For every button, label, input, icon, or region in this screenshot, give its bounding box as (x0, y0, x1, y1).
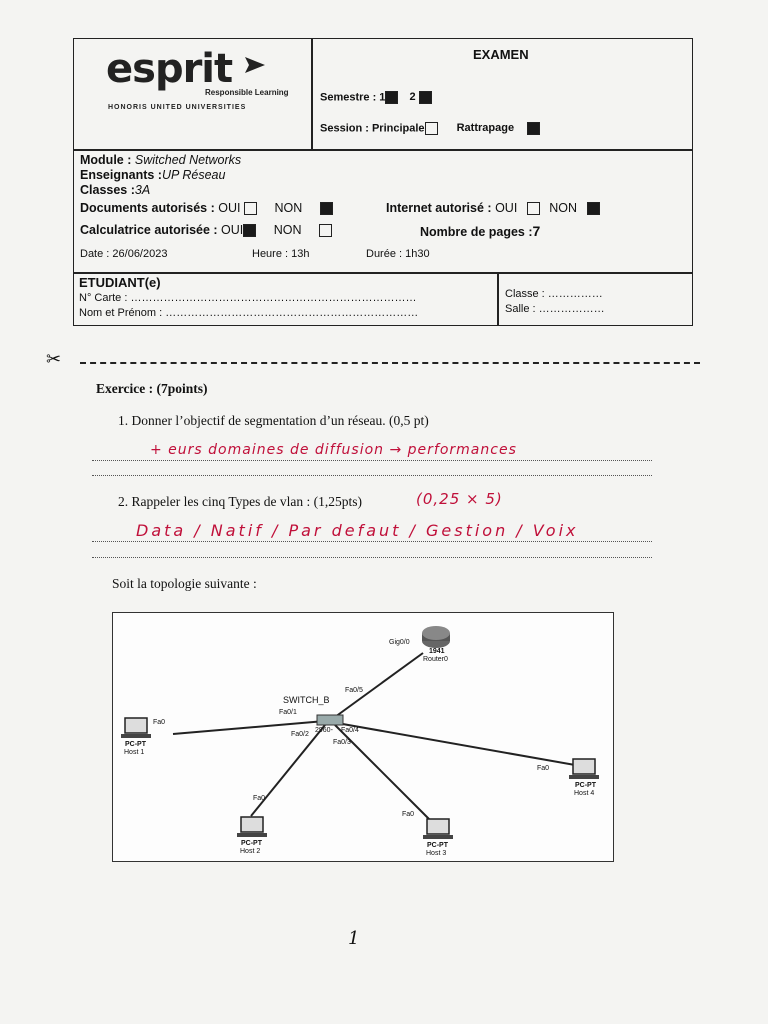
topology-links (113, 613, 613, 861)
semestre-2-label: 2 (409, 91, 416, 104)
router-model-label: 1941 (429, 648, 445, 655)
host4-icon (569, 759, 599, 779)
internet-non-label: NON (549, 201, 578, 215)
logo-arrow-icon (243, 55, 267, 75)
host2-icon (237, 817, 267, 837)
documents-oui-label: OUI (218, 201, 241, 215)
documents-non-checkbox[interactable] (320, 202, 333, 215)
calculatrice-row (80, 223, 332, 237)
host4-port: Fa0 (537, 765, 550, 772)
classe-divider (497, 272, 499, 325)
host3-port: Fa0 (402, 811, 415, 818)
host3-icon (423, 819, 453, 839)
rattrapage-label: Rattrapage (456, 122, 515, 135)
logo-university: HONORIS UNITED UNIVERSITIES (108, 104, 247, 111)
student-nom-field[interactable]: Nom et Prénom : …………………………………………………………… (79, 307, 419, 319)
module-value: Switched Networks (134, 153, 242, 167)
enseignants-label: Enseignants : (80, 168, 162, 182)
host4-name: Host 4 (574, 790, 595, 797)
switch-model-label: 2960- (315, 727, 333, 734)
link-host4-switch (337, 723, 575, 765)
student-classe-field[interactable]: Classe : …………… (505, 288, 603, 300)
logo-tagline: Responsible Learning (205, 88, 289, 97)
question-2: 2. Rappeler les cinq Types de vlan : (1,25pts) (118, 494, 363, 509)
student-salle-field[interactable]: Salle : ……………… (505, 303, 605, 315)
esprit-logo (106, 46, 232, 92)
documents-label: Documents autorisés : (80, 201, 215, 215)
student-divider (74, 272, 692, 274)
semestre-2-checkbox[interactable] (419, 91, 432, 104)
answer-2-line-2 (92, 545, 652, 558)
host1-icon (121, 718, 151, 738)
host2-type: PC-PT (241, 840, 262, 847)
documents-oui-checkbox[interactable] (244, 202, 257, 215)
session-row (320, 122, 540, 135)
internet-non-checkbox[interactable] (587, 202, 600, 215)
semestre-row (320, 91, 432, 104)
page-number: 1 (348, 928, 360, 949)
calc-non-checkbox[interactable] (319, 224, 332, 237)
student-title: ETUDIANT(e) (79, 275, 161, 290)
rattrapage-checkbox[interactable] (527, 122, 540, 135)
student-carte-field[interactable]: N° Carte : …………………………………………………………………… (79, 292, 417, 304)
answer-1-line-2 (92, 463, 652, 476)
host3-type: PC-PT (427, 842, 448, 849)
calc-label: Calculatrice autorisée : (80, 223, 218, 237)
switch-port-fa03: Fa0/3 (333, 739, 351, 746)
pages-row (420, 223, 540, 239)
topology-diagram (112, 612, 614, 862)
documents-non-label: NON (274, 201, 303, 215)
exercise-title: Exercice : (7points) (96, 381, 208, 396)
internet-oui-checkbox[interactable] (527, 202, 540, 215)
switch-icon (317, 715, 343, 725)
host1-port: Fa0 (153, 719, 166, 726)
host2-name: Host 2 (240, 848, 261, 855)
switch-name-label: SWITCH_B (283, 695, 330, 705)
router-icon (422, 626, 450, 648)
logo-divider (311, 39, 313, 149)
question-1: 1. Donner l’objectif de segmentation d’un réseau. (0,5 pt) (118, 413, 429, 428)
question-2-note: (0,25 × 5) (416, 490, 503, 508)
exam-date: Date : 26/06/2023 (80, 248, 168, 260)
exam-heure: Heure : 13h (252, 248, 310, 260)
router-name-label: Router0 (423, 656, 448, 663)
host4-type: PC-PT (575, 782, 596, 789)
answer-2-handwriting: Data / Natif / Par defaut / Gestion / Voix (136, 521, 579, 540)
classes-label: Classes : (80, 183, 135, 197)
scissors-icon: ✂ (46, 349, 62, 369)
semestre-1-checkbox[interactable] (385, 91, 398, 104)
module-info (80, 153, 241, 198)
internet-label: Internet autorisé : (386, 201, 492, 215)
switch-port-fa01: Fa0/1 (279, 709, 297, 716)
internet-row (386, 201, 600, 215)
internet-oui-label: OUI (495, 201, 518, 215)
principale-checkbox[interactable] (425, 122, 438, 135)
router-port-label: Gig0/0 (389, 639, 410, 646)
calc-non-label: NON (273, 223, 302, 237)
topology-intro: Soit la topologie suivante : (112, 576, 257, 591)
classes-value: 3A (134, 183, 151, 197)
switch-port-fa02: Fa0/2 (291, 731, 309, 738)
header-divider (74, 149, 692, 151)
cut-line (80, 362, 700, 364)
pages-label: Nombre de pages : (420, 225, 533, 239)
switch-port-fa04: Fa0/4 (341, 727, 359, 734)
calc-oui-label: OUI (221, 223, 244, 237)
host1-type: PC-PT (125, 741, 146, 748)
logo-word: esprit (106, 46, 233, 92)
semestre-label: Semestre : 1 (320, 91, 386, 104)
pages-value: 7 (532, 223, 541, 239)
session-label: Session : Principale (320, 122, 425, 135)
answer-1-handwriting: + eurs domaines de diffusion → performances (150, 442, 517, 458)
module-label: Module : (80, 153, 132, 167)
host2-port: Fa0 (253, 795, 266, 802)
host1-name: Host 1 (124, 749, 145, 756)
calc-oui-checkbox[interactable] (243, 224, 256, 237)
switch-port-fa05: Fa0/5 (345, 687, 363, 694)
enseignants-value: UP Réseau (161, 168, 226, 182)
link-host2-switch (251, 725, 325, 816)
documents-row (80, 201, 333, 215)
exam-title: EXAMEN (473, 47, 529, 62)
host3-name: Host 3 (426, 850, 447, 857)
link-router-switch (335, 653, 423, 717)
exam-duree: Durée : 1h30 (366, 248, 430, 260)
